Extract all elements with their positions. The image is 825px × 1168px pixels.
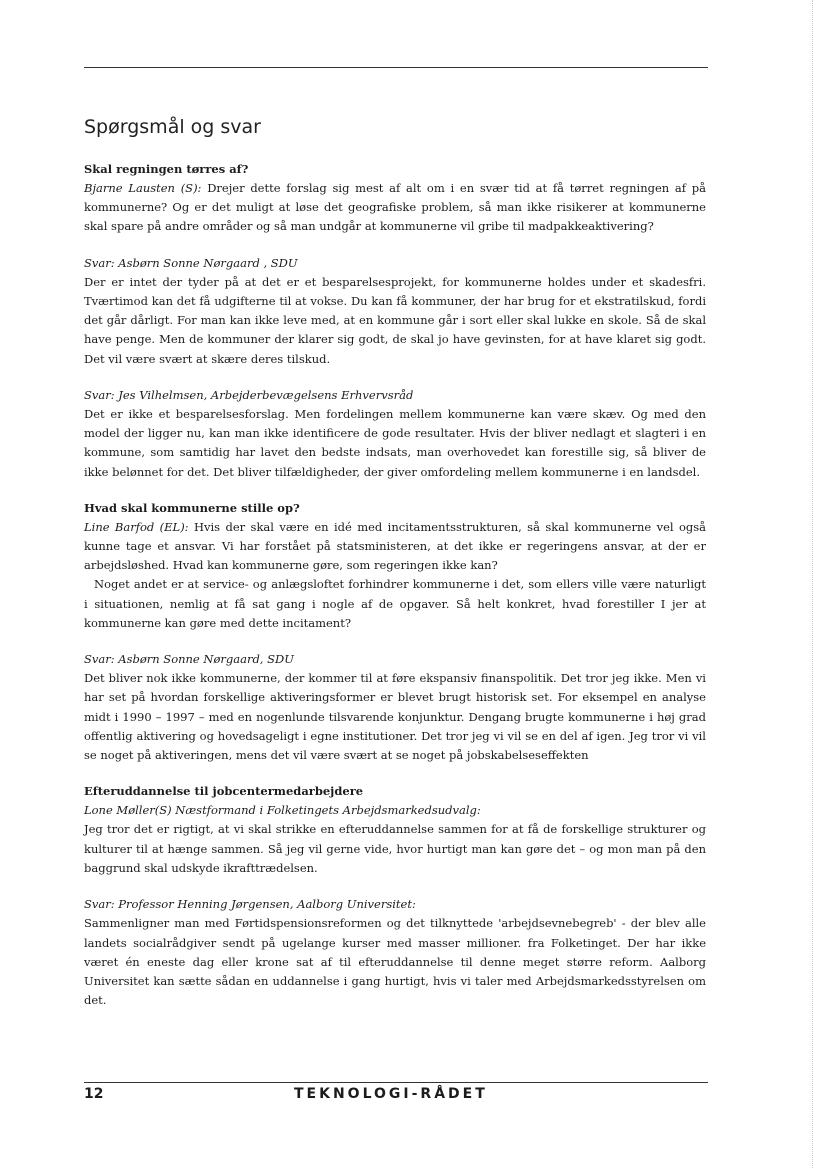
answer-speaker: Svar: Asbørn Sonne Nørgaard , SDU (84, 255, 298, 270)
answer-text: Der er intet der tyder på at det er et besparelsesprojekt, for kommunerne holdes under et skadesfri. Tværtimod kan det få udgifterne til at vokse. Du kan få kommuner, der har brug for et ekstratilskud, fordi det går dårligt. For man kan ikke leve med, at en kommune går i sort eller skal lukke en skole. Så de skal have penge. Men de kommuner der klarer sig godt, de skal jo have gevinsten, for at have klaret sig godt. Det vil være svært at skære deres tilskud. (84, 274, 706, 366)
question-heading: Hvad skal kommunerne stille op? (84, 500, 300, 515)
question-paragraph (84, 518, 706, 576)
answer-speaker: Svar: Jes Vilhelmsen, Arbejderbevægelsens Erhvervsråd (84, 387, 414, 402)
asker-name: Bjarne Lausten (S): (84, 181, 202, 195)
answer-speaker: Svar: Asbørn Sonne Nørgaard, SDU (84, 652, 294, 667)
answer-text: Det er ikke et besparelsesforslag. Men fordelingen mellem kommunerne kan være skæv. Og med den model der ligger nu, kan man ikke identificere de gode resultater. Hvis der bliver nedlagt et slagteri i en kommune, som samtidig har lavet den bedste indsats, man overhovedet kan forestille sig, så bliver de ikke belønnet for det. Det bliver tilfældigheder, der giver omfordeling mellem kommunerne i en landsdel. (84, 407, 706, 479)
page-number: 12 (84, 1086, 104, 1102)
qa-section-3 (84, 782, 706, 1010)
asker-name: Lone Møller(S) Næstformand i Folketingets Arbejdsmarkedsudvalg: (84, 803, 481, 818)
question-heading: Skal regningen tørres af? (84, 162, 249, 176)
question-text: Drejer dette forslag sig mest af alt om i en svær tid at få tørret regningen af på kommunerne? Og er det muligt at løse det geografiske problem, så man ikke risikerer at kommunerne skal spare på andre områder og så man undgår at kommunerne vil gribe til madpakkeaktivering? (84, 181, 707, 234)
question-paragraph (84, 179, 706, 237)
question-text: Hvis der skal være en idé med incitamentsstrukturen, så skal kommunerne vel også kunne tage et ansvar. Vi har forstået på statsministeren, at det ikke er regeringens ansvar, at der er arbejdsløshed. Hvad kan kommunerne gøre, som regeringen ikke kan? (84, 519, 706, 573)
question-text: Jeg tror det er rigtigt, at vi skal strikke en efteruddannelse sammen for at få de forskellige strukturer og kulturer til at hænge sammen. Så jeg vil gerne vide, hvor hurtigt man kan gøre det – og mon man på den baggrund skal udskyde ikrafttrædelsen. (84, 822, 706, 875)
question-paragraph-2: Noget andet er at service- og anlægsloftet forhindrer kommunerne i det, som ellers ville være naturligt i situationen, nemlig at få sat gang i nogle af de opgaver. Så helt konkret, hvad forestiller I jer at kommunerne kan gøre med dette incitament? (84, 577, 706, 630)
top-rule (84, 67, 708, 68)
scan-edge-line (812, 0, 813, 1168)
question-heading: Efteruddannelse til jobcentermedarbejdere (84, 784, 364, 799)
publisher-logo: TEKNOLOGI-RÅDET (294, 1086, 488, 1102)
bottom-rule (84, 1082, 708, 1083)
answer-text: Sammenligner man med Førtidspensionsreformen og det tilknyttede 'arbejdsevnebegreb' - der blev alle landets socialrådgiver sendt på ugelange kurser med masser millioner. fra Folketinget. Der har ikke været én eneste dag eller krone sat af til efteruddannelse til denne meget større reform. Aalborg Universitet kan sætte sådan en uddannelse i gang hurtigt, hvis vi taler med Arbejdsmarkedsstyrelsen om det. (84, 916, 706, 1008)
page-footer (84, 1086, 708, 1106)
qa-section-1 (84, 160, 706, 482)
answer-speaker: Svar: Professor Henning Jørgensen, Aalborg Universitet: (84, 897, 416, 912)
answer-text: Det bliver nok ikke kommunerne, der kommer til at føre ekspansiv finanspolitik. Det tror jeg ikke. Men vi har set på hvordan forskellige aktiveringsformer er blevet brugt historisk set. For eksempel en analyse midt i 1990 – 1997 – med en nogenlunde tilsvarende konjunktur. Dengang brugte kommunerne i høj grad offentlig aktivering og hovedsageligt i egne institutioner. Det tror jeg vi vil se en del af igen. Jeg tror vi vil se noget på aktiveringen, mens det vil være svært at se noget på jobskabelseseffekten (84, 671, 706, 763)
main-content (84, 116, 706, 1010)
page-title: Spørgsmål og svar (84, 116, 261, 138)
qa-section-2 (84, 499, 706, 765)
asker-name: Line Barfod (EL): (84, 519, 189, 534)
